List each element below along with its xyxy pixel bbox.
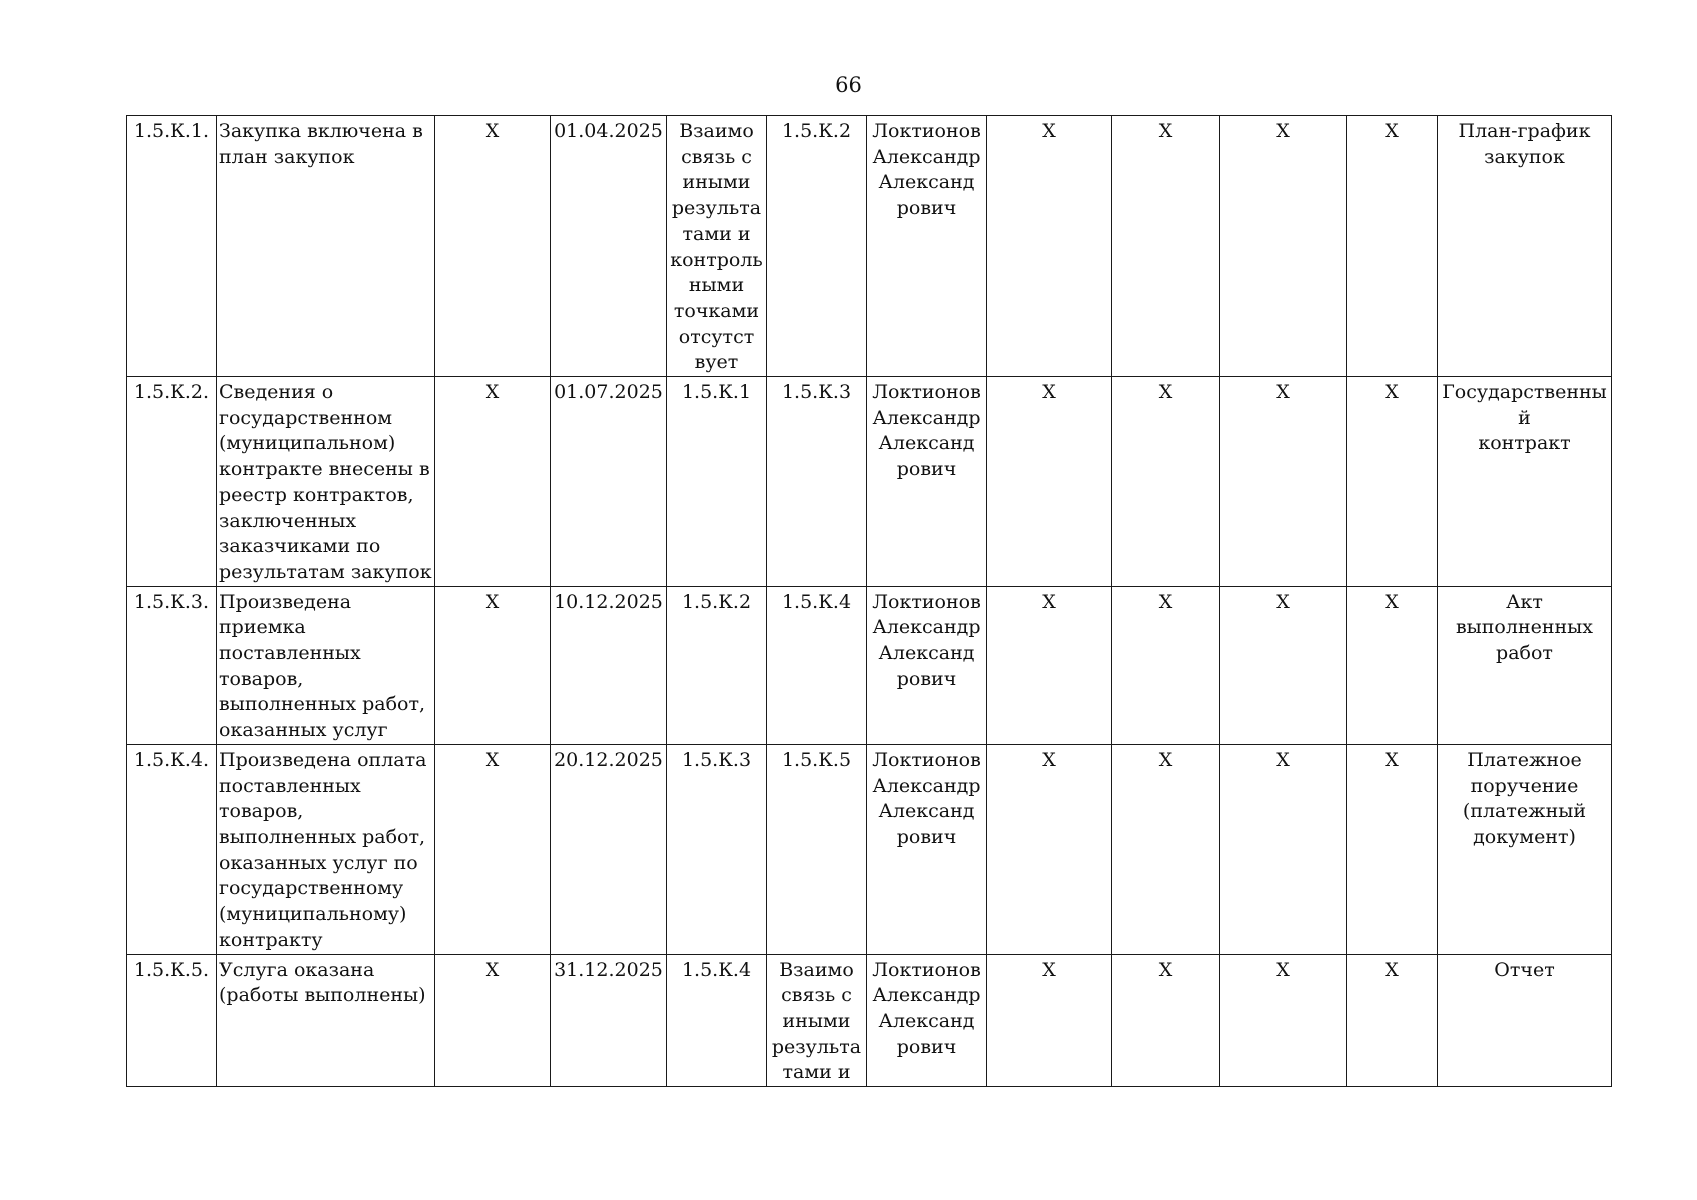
cell-date: 20.12.2025	[551, 744, 667, 954]
cell-document	[1438, 586, 1612, 744]
cell-marker: X	[435, 954, 551, 1087]
cell-responsible	[867, 586, 987, 744]
table-row	[127, 744, 1612, 954]
cell-next-line: результа	[771, 1035, 862, 1058]
cell-responsible-line: Александр	[872, 616, 981, 639]
cell-next	[767, 586, 867, 744]
cell-next-line: Взаимо	[779, 958, 854, 981]
table-row	[127, 116, 1612, 377]
cell-name: Услуга оказана (работы выполнены)	[217, 954, 435, 1087]
cell-responsible	[867, 377, 987, 587]
cell-responsible-line: Александр	[872, 774, 981, 797]
cell-marker: X	[987, 954, 1112, 1087]
page-number: 66	[835, 73, 862, 97]
cell-responsible-line: Локтионов	[872, 748, 981, 771]
cell-marker: X	[1347, 116, 1438, 377]
cell-responsible-line: Локтионов	[872, 958, 981, 981]
cell-document-line: закупок	[1484, 145, 1565, 168]
cell-name: Закупка включена в план закупок	[217, 116, 435, 377]
cell-marker: X	[987, 377, 1112, 587]
cell-responsible	[867, 744, 987, 954]
cell-previous-line: 1.5.К.3	[681, 748, 752, 771]
cell-next	[767, 116, 867, 377]
cell-responsible-line: Александ	[878, 642, 975, 665]
cell-code: 1.5.К.4.	[127, 744, 217, 954]
cell-responsible-line: Локтионов	[872, 120, 981, 142]
cell-document-line: документ)	[1473, 825, 1576, 848]
cell-marker: X	[1347, 954, 1438, 1087]
cell-next	[767, 377, 867, 587]
table-row	[127, 377, 1612, 587]
table-body	[127, 116, 1612, 1087]
cell-document-line: Государственный	[1442, 381, 1607, 429]
cell-responsible-line: Александ	[878, 171, 975, 194]
cell-marker: X	[435, 744, 551, 954]
cell-previous-line: результа	[671, 197, 762, 220]
cell-next	[767, 744, 867, 954]
cell-marker: X	[1112, 116, 1220, 377]
cell-code: 1.5.К.5.	[127, 954, 217, 1087]
checkpoints-table	[126, 115, 1612, 1087]
cell-date: 10.12.2025	[551, 586, 667, 744]
cell-previous-line: 1.5.К.1	[681, 381, 752, 404]
cell-previous-line: тами и	[682, 222, 751, 245]
cell-next-line: связь с	[781, 984, 852, 1007]
cell-date: 31.12.2025	[551, 954, 667, 1087]
cell-previous-line: отсутст	[678, 325, 755, 348]
cell-marker: X	[1112, 744, 1220, 954]
cell-previous	[667, 116, 767, 377]
cell-responsible-line: Александ	[878, 800, 975, 823]
cell-date: 01.07.2025	[551, 377, 667, 587]
cell-name: Произведена приемка поставленных товаров, выполненных работ, оказанных услуг	[217, 586, 435, 744]
cell-marker: X	[987, 744, 1112, 954]
cell-responsible-line: рович	[896, 667, 957, 690]
cell-marker: X	[1112, 586, 1220, 744]
cell-responsible-line: Александр	[872, 145, 981, 168]
cell-previous-line: Взаимо	[679, 120, 754, 142]
cell-next-line: 1.5.К.4	[781, 590, 852, 613]
cell-responsible-line: Александ	[878, 432, 975, 455]
cell-marker: X	[1220, 954, 1347, 1087]
cell-document-line: Акт	[1506, 590, 1543, 613]
cell-marker: X	[1220, 586, 1347, 744]
cell-document-line: Отчет	[1494, 958, 1555, 981]
cell-next-line: 1.5.К.5	[781, 748, 852, 771]
cell-document	[1438, 954, 1612, 1087]
cell-code: 1.5.К.3.	[127, 586, 217, 744]
cell-responsible-line: Александр	[872, 984, 981, 1007]
cell-document-line: поручение	[1470, 774, 1579, 797]
cell-marker: X	[1220, 116, 1347, 377]
cell-document-line: контракт	[1478, 432, 1571, 455]
cell-marker: X	[435, 116, 551, 377]
cell-previous-line: контроль	[670, 248, 763, 271]
cell-marker: X	[435, 377, 551, 587]
cell-marker: X	[1220, 744, 1347, 954]
table-row	[127, 586, 1612, 744]
cell-document-line: (платежный	[1462, 800, 1587, 823]
cell-code: 1.5.К.2.	[127, 377, 217, 587]
cell-document-line: Платежное	[1467, 748, 1582, 771]
cell-marker: X	[1347, 377, 1438, 587]
cell-document-line: выполненных	[1455, 616, 1594, 639]
cell-previous	[667, 377, 767, 587]
cell-next-line: 1.5.К.2	[781, 120, 852, 142]
cell-responsible-line: Локтионов	[872, 381, 981, 404]
cell-previous-line: ными	[688, 274, 745, 297]
cell-responsible-line: рович	[896, 197, 957, 220]
cell-responsible-line: Локтионов	[872, 590, 981, 613]
cell-marker: X	[1347, 586, 1438, 744]
cell-responsible	[867, 954, 987, 1087]
cell-previous	[667, 954, 767, 1087]
cell-date: 01.04.2025	[551, 116, 667, 377]
cell-marker: X	[987, 116, 1112, 377]
cell-previous	[667, 744, 767, 954]
cell-responsible-line: Александр	[872, 406, 981, 429]
cell-previous-line: вует	[694, 351, 739, 374]
cell-responsible-line: рович	[896, 825, 957, 848]
cell-document	[1438, 744, 1612, 954]
cell-document-line: План-график	[1458, 120, 1591, 142]
cell-previous	[667, 586, 767, 744]
cell-next	[767, 954, 867, 1087]
cell-marker: X	[1347, 744, 1438, 954]
cell-marker: X	[435, 586, 551, 744]
cell-marker: X	[1220, 377, 1347, 587]
cell-responsible-line: рович	[896, 458, 957, 481]
cell-document-line: работ	[1496, 642, 1553, 665]
cell-next-line: 1.5.К.3	[781, 381, 852, 404]
cell-document	[1438, 116, 1612, 377]
cell-marker: X	[1112, 377, 1220, 587]
cell-document	[1438, 377, 1612, 587]
cell-previous-line: связь с	[681, 145, 752, 168]
cell-previous-line: точками	[673, 299, 760, 322]
cell-next-line: тами и	[782, 1061, 851, 1084]
cell-code: 1.5.К.1.	[127, 116, 217, 377]
cell-next-line: иными	[782, 1009, 851, 1032]
cell-previous-line: иными	[682, 171, 751, 194]
cell-marker: X	[987, 586, 1112, 744]
cell-previous-line: 1.5.К.4	[681, 958, 752, 981]
cell-responsible	[867, 116, 987, 377]
cell-responsible-line: Александ	[878, 1009, 975, 1032]
cell-previous-line: 1.5.К.2	[681, 590, 752, 613]
cell-name: Произведена оплата поставленных товаров, выполненных работ, оказанных услуг по государственному (муниципальному) контракту	[217, 744, 435, 954]
table-row	[127, 954, 1612, 1087]
cell-responsible-line: рович	[896, 1035, 957, 1058]
cell-name: Сведения о государственном (муниципальном) контракте внесены в реестр контрактов, заключенных заказчиками по результатам закупок	[217, 377, 435, 587]
cell-marker: X	[1112, 954, 1220, 1087]
